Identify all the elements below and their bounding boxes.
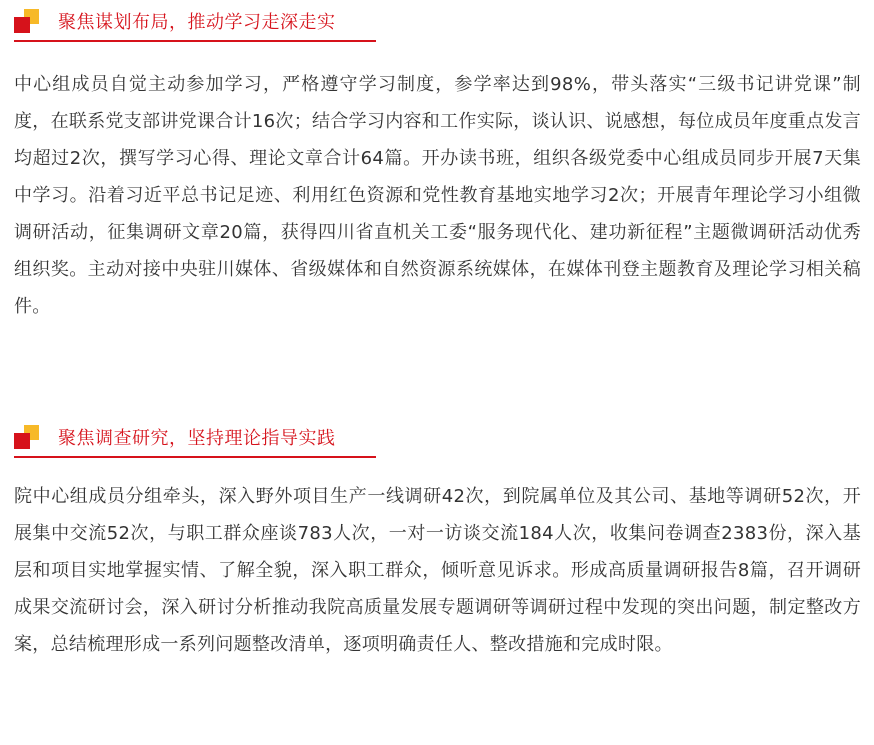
heading-decoration-icon xyxy=(14,9,40,35)
heading-decoration-icon xyxy=(14,425,40,451)
section-title: 聚焦谋划布局，推动学习走深走实 xyxy=(58,12,336,33)
section-paragraph: 中心组成员自觉主动参加学习，严格遵守学习制度，参学率达到98%，带头落实“三级书记讲党课”制度，在联系党支部讲党课合计16次；结合学习内容和工作实际，谈认识、说感想，每位成员年度重点发言均超过2次，撰写学习心得、理论文章合计64篇。开办读书班，组织各级党委中心组成员同步开展7天集中学习。沿着习近平总书记足迹、利用红色资源和党性教育基地实地学习2次；开展青年理论学习小组微调研活动，征集调研文章20篇，获得四川省直机关工委“服务现代化、建功新征程”主题微调研活动优秀组织奖。主动对接中央驻川媒体、省级媒体和自然资源系统媒体，在媒体刊登主题教育及理论学习相关稿件。 xyxy=(14,74,861,317)
section-title: 聚焦调查研究，坚持理论指导实践 xyxy=(58,428,336,449)
section-research xyxy=(0,416,874,655)
section-paragraph: 院中心组成员分组牵头，深入野外项目生产一线调研42次，到院属单位及其公司、基地等调研52次，开展集中交流52次，与职工群众座谈783人次，一对一访谈交流184人次，收集问卷调查2383份，深入基层和项目实地掌握实情、了解全貌，深入职工群众，倾听意见诉求。形成高质量调研报告8篇，召开调研成果交流研讨会，深入研讨分析推动我院高质量发展专题调研等调研过程中发现的突出问题，制定整改方案，总结梳理形成一系列问题整改清单，逐项明确责任人、整改措施和完成时限。 xyxy=(14,486,861,655)
red-square-icon xyxy=(14,17,30,33)
section-heading xyxy=(0,0,874,44)
section-study xyxy=(0,0,874,317)
red-square-icon xyxy=(14,433,30,449)
heading-underline xyxy=(14,40,376,42)
section-heading xyxy=(0,416,874,460)
heading-underline xyxy=(14,456,376,458)
